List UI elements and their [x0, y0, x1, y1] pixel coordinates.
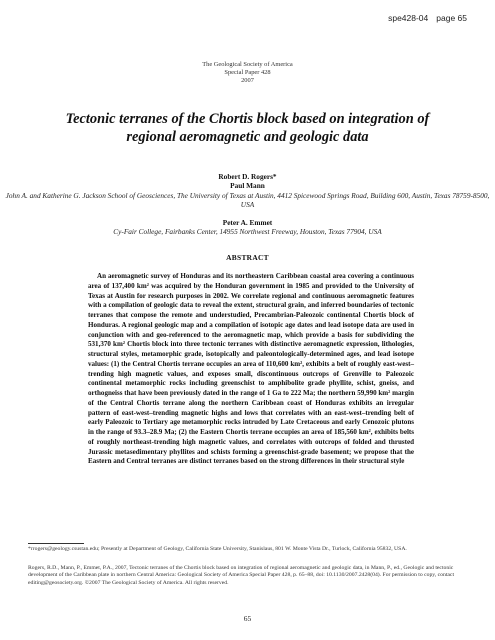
- author-affiliation-2: Cy-Fair College, Fairbanks Center, 14955 Northwest Freeway, Houston, Texas 77904, USA: [113, 227, 382, 237]
- running-head-page: page 65: [436, 13, 467, 23]
- running-head: [388, 13, 467, 23]
- publisher-name: The Geological Society of America: [202, 61, 293, 68]
- running-head-code: spe428-04: [388, 13, 429, 23]
- abstract-heading: ABSTRACT: [226, 253, 269, 262]
- author-name-mann: Paul Mann: [230, 181, 265, 191]
- author-affiliation-1: John A. and Katherine G. Jackson School of Geosciences, The University of Texas at Austin, 4412 Spicewood Springs Road, Building 600, Austin, Texas 78759-8500, USA: [5, 190, 490, 210]
- page-number: 65: [243, 614, 252, 623]
- footnote-divider: [28, 543, 84, 544]
- author-name-rogers: Robert D. Rogers*: [218, 172, 277, 181]
- paper-title: Tectonic terranes of the Chortis block based on integration of regional aeromagnetic and geologic data: [65, 111, 430, 145]
- author-block-2: [0, 218, 495, 237]
- series-name: Special Paper 428: [224, 69, 271, 77]
- author-name-emmet: Peter A. Emmet: [222, 218, 273, 227]
- abstract-text: An aeromagnetic survey of Honduras and its northeastern Caribbean coastal area covering a continuous area of 137,400 km² was acquired by the Honduran government in 1985 and provided to the University of Texas at Austin for research purposes in 2002. We correlate regional and continuous aeromagnetic features with a compilation of geologic data to reveal the extent, structural grain, and inferred boundaries of tectonic terranes that compose the remote and understudied, Precambrian-Paleozoic continental Chortis block of Honduras. A regional geologic map and a compilation of isotopic age dates and lead isotope data are used in conjunction with and geo-referenced to the aeromagnetic map, which provide a basis for subdividing the 531,370 km² Chortis block into three tectonic terranes with distinctive aeromagnetic expression, lithologies, structural styles, metamorphic grade, isotopically and paleontologically-determined ages, and lead isotope values: (1) the Central Chortis terrane occupies an area of 110,600 km², exhibits a belt of roughly east-west–trending high magnetic values, and exposes small, discontinuous outcrops of Grenville to Paleozoic continental metamorphic rocks including greenschist to amphibolite grade phyllite, schist, gneiss, and orthogneiss that have been previously dated in the range of 1 Ga to 222 Ma; the northern 59,990 km² margin of the Central Chortis terrane along the northern Caribbean coast of Honduras exhibits an irregular pattern of east-west–trending magnetic highs and lows that correlates with an east-west–trending belt of early Paleozoic to Tertiary age metamorphic rocks intruded by Late Cretaceous and early Cenozoic plutons in the range of 93.3–28.9 Ma; (2) the Eastern Chortis terrane occupies an area of 185,560 km², exhibits belts of roughly northeast-trending high magnetic values, and correlates with outcrops of folded and thrusted Jurassic metasedimentary phyllites and schists forming a greenschist-grade basement; we propose that the Eastern and Central terranes are distinct terranes based on the strong differences in their structural style: [88, 272, 414, 466]
- author-block-1: [0, 172, 495, 210]
- publication-year: 2007: [241, 77, 254, 85]
- author-footnote: *rrogers@geology.csustan.edu; Presently at Department of Geology, California State University, Stanislaus, 801 W. Monte Vista Dr., Turlock, California 95832, USA.: [28, 546, 407, 552]
- publication-info: [0, 61, 495, 86]
- citation-text: Rogers, R.D., Mann, P., Emmet, P.A., 2007, Tectonic terranes of the Chortis block based on integration of regional aeromagnetic and geologic data, in Mann, P., ed., Geologic and tectonic development of the Caribbean plate in northern Central America: Geological Society of America Special Paper 428, p. 65–88, doi: 10.1130/2007.2428(04). For permission to copy, contact editing@geosociety.org. ©2007 The Geological Society of America. All rights reserved.: [28, 565, 455, 586]
